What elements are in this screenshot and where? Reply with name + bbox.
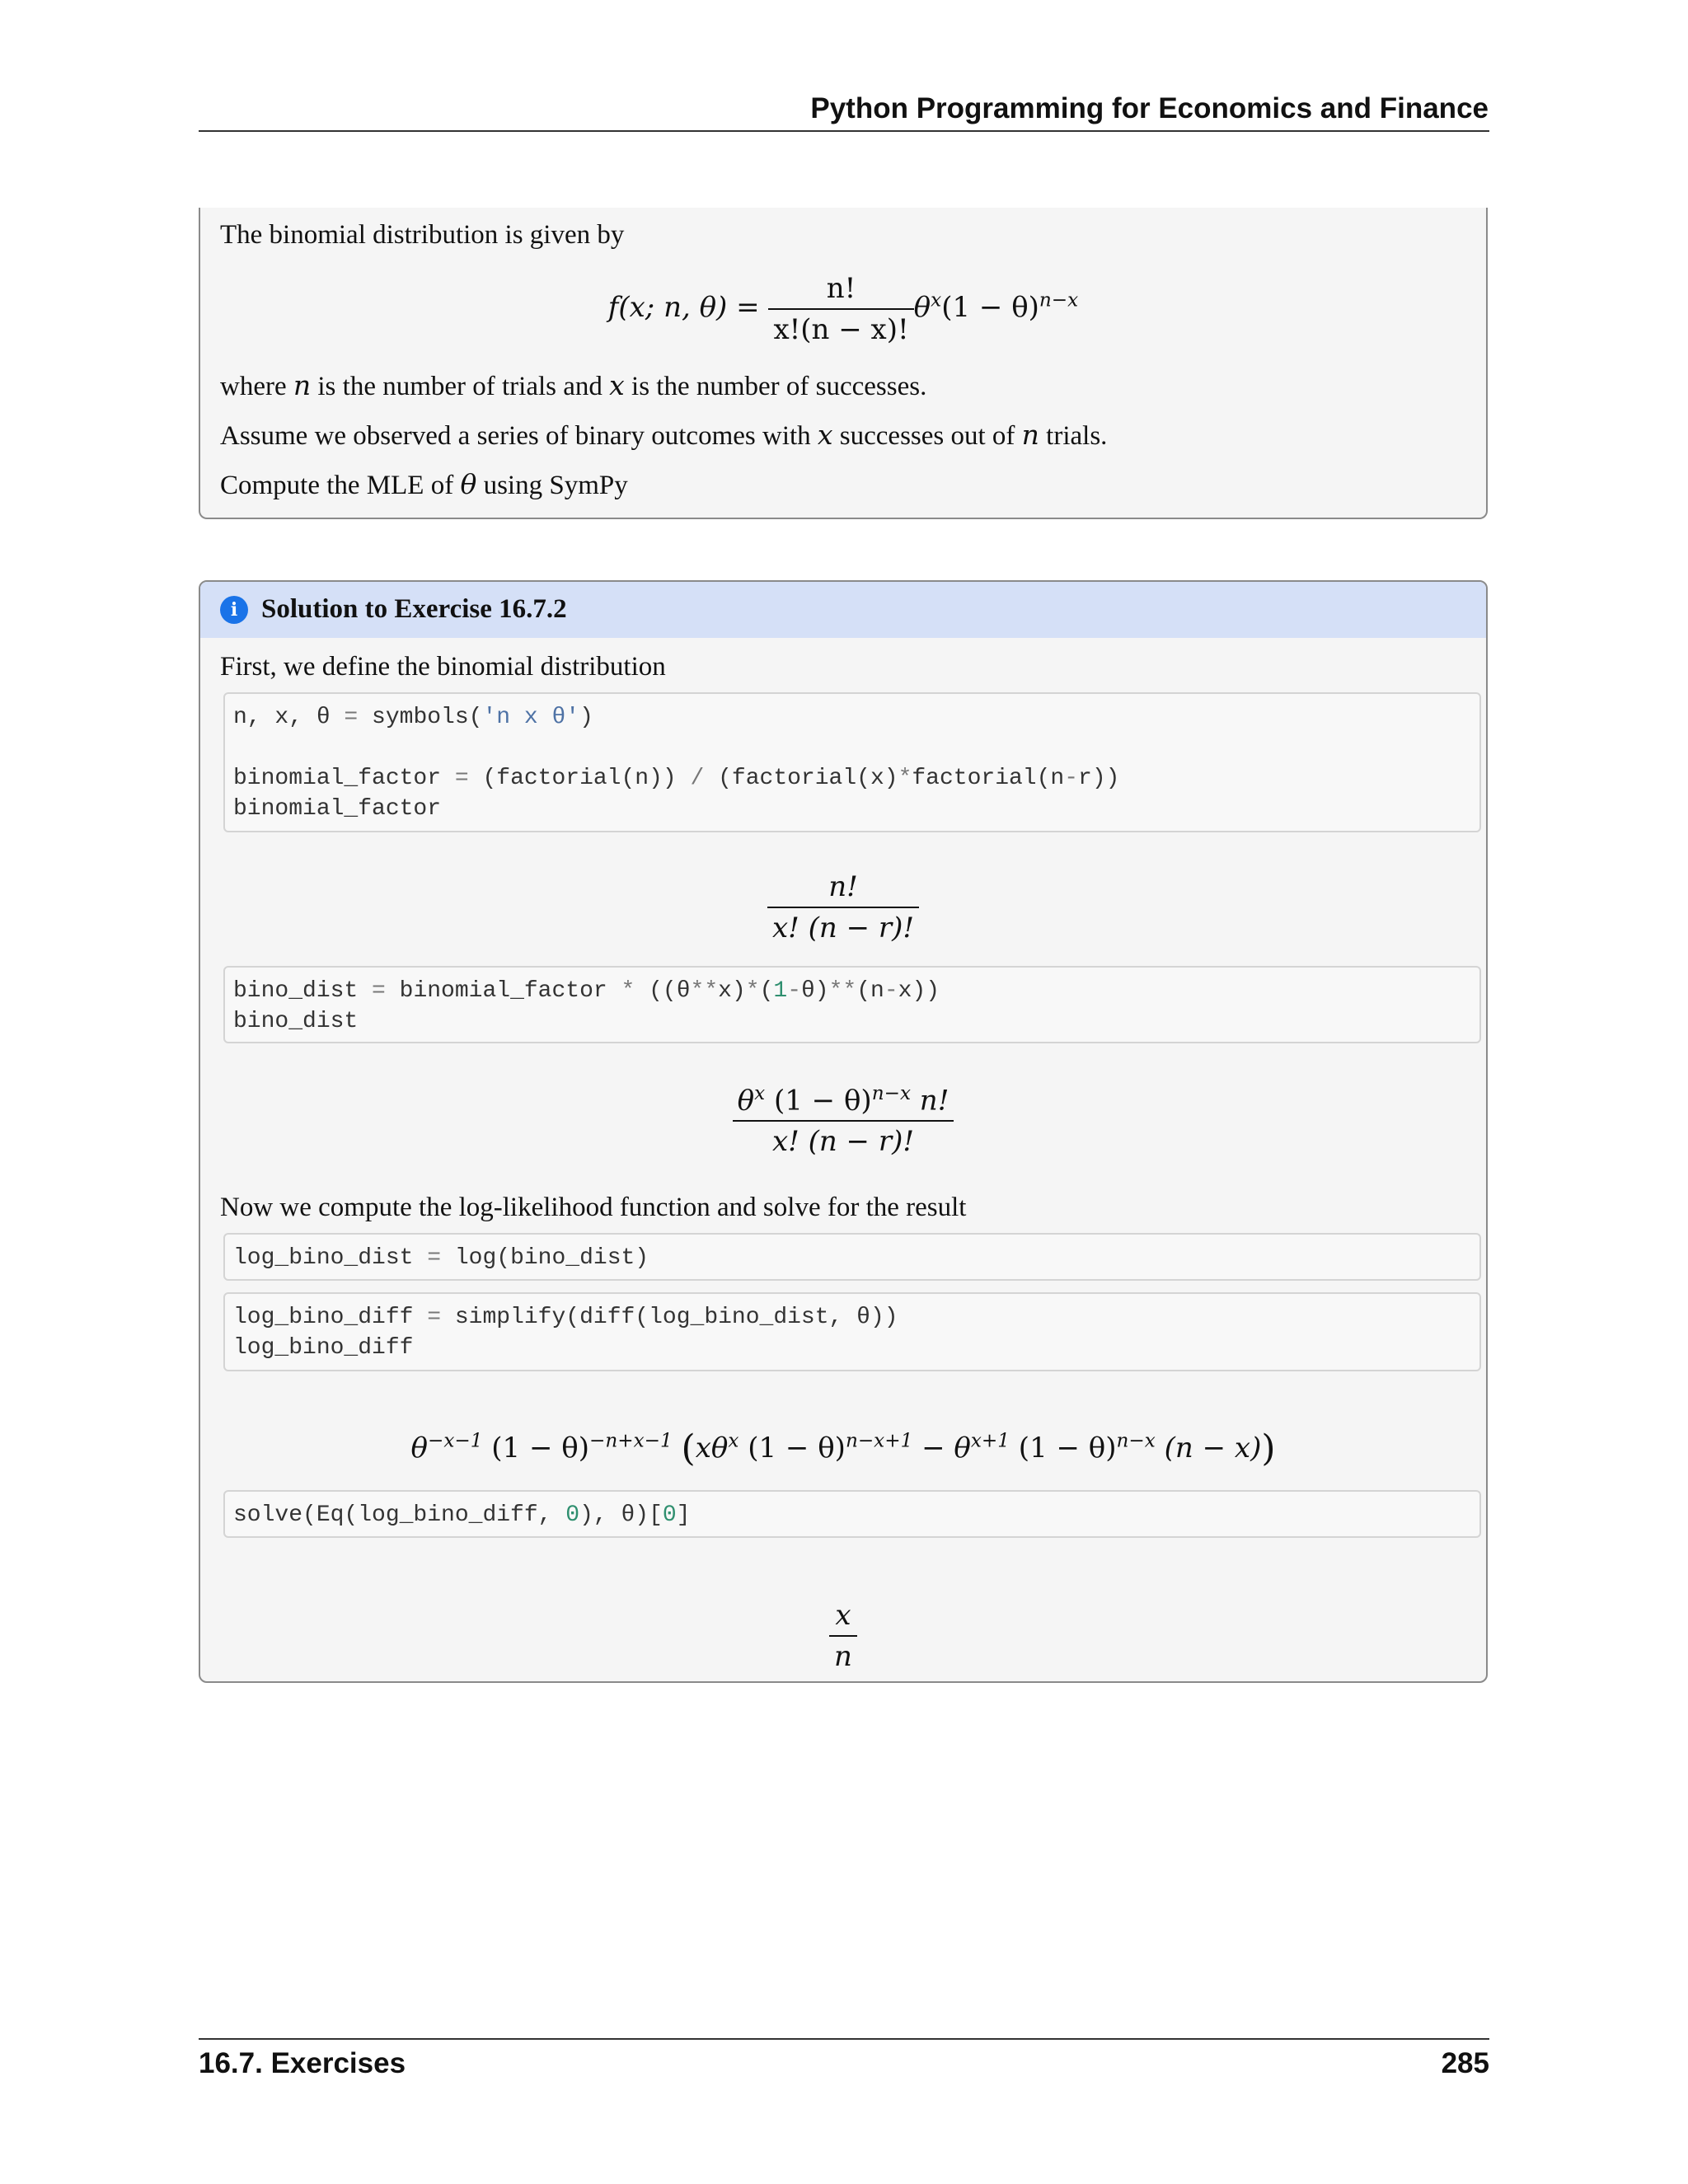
formula-theta: θ [913,291,931,324]
running-header-title: Python Programming for Economics and Finance [810,92,1489,124]
formula-fraction [768,272,913,346]
info-icon: i [220,596,248,624]
exercise-box [199,208,1488,519]
solution-title: Solution to Exercise 16.7.2 [261,594,567,624]
code-cell-5[interactable]: solve(Eq(log_bino_diff, 0), θ)[0] [223,1490,1481,1538]
code-cell-3[interactable]: log_bino_dist = log(bino_dist) [223,1233,1481,1281]
formula-numerator: n! [768,272,913,310]
header-rule [199,130,1489,132]
solution-box [199,580,1488,1683]
formula-theta-exp: x [931,289,942,312]
solution-middle-text: Now we compute the log-likelihood function and solve for the result [220,1193,967,1222]
output-4-denominator: n [834,1640,852,1673]
output-2-denominator: x! (n − r)! [771,1125,915,1159]
formula-rest-exp: n−x [1039,289,1079,312]
exercise-intro: The binomial distribution is given by [220,220,625,250]
exercise-line-3: Compute the MLE of θ using SymPy [220,468,628,500]
footer-rule [199,2038,1489,2040]
code-cell-4[interactable]: log_bino_diff = simplify(diff(log_bino_dist, θ)) log_bino_diff [223,1292,1481,1371]
binomial-formula [200,272,1486,346]
formula-rest: (1 − θ) [941,291,1039,324]
code-cell-1[interactable]: n, x, θ = symbols('n x θ') binomial_factor = (factorial(n)) / (factorial(x)*factorial(n-r)) binomial_factor [223,692,1481,832]
exercise-line-1: where n is the number of trials and x is the number of successes. [220,369,927,401]
footer-page-number: 285 [1441,2047,1489,2079]
exercise-line-2: Assume we observed a series of binary outcomes with x successes out of n trials. [220,419,1108,451]
solution-header[interactable] [200,582,1486,638]
output-2 [200,1083,1486,1158]
code-cell-2[interactable]: bino_dist = binomial_factor * ((θ**x)*(1-θ)**(n-x)) bino_dist [223,966,1481,1043]
formula-denominator: x!(n − x)! [773,313,909,346]
output-1-denominator: x! (n − r)! [771,912,915,944]
output-4-numerator: x [829,1599,857,1637]
output-1 [200,870,1486,944]
output-4 [200,1599,1486,1673]
formula-lhs: f(x; n, θ) = [607,291,760,324]
output-3: $\theta^{-x-1}$ $(1 - \theta)^{-n+x-1}$ ($x\theta^x$ $(1 - \theta)^{n-x+1} - \theta^{x+1}$ $(1 - \theta)^{n-x}$ (n − x)) [410,1427,1276,1469]
output-1-numerator: n! [767,870,919,908]
footer-section: 16.7. Exercises [199,2047,406,2079]
solution-intro: First, we define the binomial distribution [220,652,666,682]
output-2-numerator: $\theta^x$ $(1 - \theta)^{n-x}$ n! [733,1083,954,1122]
